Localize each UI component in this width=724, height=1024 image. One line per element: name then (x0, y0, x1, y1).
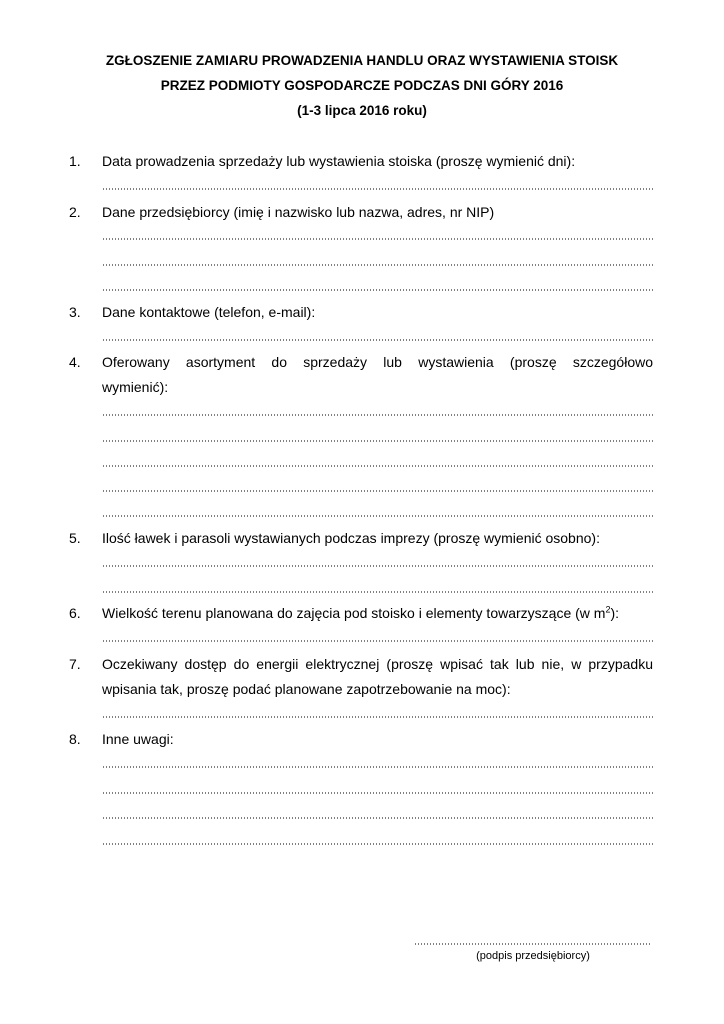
item-4-number: 4. (69, 354, 81, 370)
item-8-fill-line[interactable] (102, 766, 653, 768)
item-7-label-cont: wpisania tak, proszę podać planowane zapotrzebowanie na moc): (102, 681, 511, 697)
item-8-fill-line[interactable] (102, 817, 653, 819)
item-4-fill-line[interactable] (102, 414, 653, 416)
item-6-number: 6. (69, 605, 81, 621)
form-title (0, 48, 724, 123)
item-5-fill-line[interactable] (102, 591, 653, 593)
item-3-fill-line[interactable] (102, 339, 653, 341)
title-line-1: ZGŁOSZENIE ZAMIARU PROWADZENIA HANDLU ORAZ WYSTAWIENIA STOISK (105, 53, 619, 68)
item-1-number: 1. (69, 153, 81, 169)
item-7-label: Oczekiwany dostęp do energii elektrycznej (proszę wpisać tak lub nie, w przypadku (102, 656, 653, 672)
title-line-2: PRZEZ PODMIOTY GOSPODARCZE PODCZAS DNI GÓRY 2016 (160, 78, 564, 93)
item-4-fill-line[interactable] (102, 490, 653, 492)
item-8-fill-line[interactable] (102, 843, 653, 845)
item-4-fill-line[interactable] (102, 440, 653, 442)
item-2-fill-line[interactable] (102, 264, 653, 266)
item-5-number: 5. (69, 530, 81, 546)
item-5-fill-line[interactable] (102, 565, 653, 567)
item-3-label: Dane kontaktowe (telefon, e-mail): (102, 304, 316, 320)
item-2-number: 2. (69, 204, 81, 220)
item-8-label: Inne uwagi: (102, 731, 174, 747)
item-4-fill-line[interactable] (102, 465, 653, 467)
item-7-fill-line[interactable] (102, 716, 653, 718)
title-line-3: (1-3 lipca 2016 roku) (297, 103, 427, 118)
item-7-number: 7. (69, 656, 81, 672)
signature-line[interactable] (414, 943, 652, 945)
item-1-fill-line[interactable] (102, 188, 653, 190)
item-1-label: Data prowadzenia sprzedaży lub wystawienia stoiska (proszę wymienić dni): (102, 153, 576, 169)
item-8-number: 8. (69, 731, 81, 747)
item-6-label-end: ): (610, 605, 620, 621)
item-2-fill-line[interactable] (102, 238, 653, 240)
item-8-fill-line[interactable] (102, 792, 653, 794)
item-2-fill-line[interactable] (102, 289, 653, 291)
item-6-label (102, 603, 653, 623)
item-4-fill-line[interactable] (102, 515, 653, 517)
item-4-label: Oferowany asortyment do sprzedaży lub wystawienia (proszę szczegółowo (102, 354, 653, 370)
item-3-number: 3. (69, 304, 81, 320)
item-4-label-cont: wymienić): (102, 379, 169, 395)
item-5-label: Ilość ławek i parasoli wystawianych podczas imprezy (proszę wymienić osobno): (102, 530, 600, 546)
item-6-fill-line[interactable] (102, 640, 653, 642)
item-2-label: Dane przedsiębiorcy (imię i nazwisko lub nazwa, adres, nr NIP) (102, 204, 495, 220)
item-6-superscript: 2 (605, 604, 611, 615)
item-6-label-text: Wielkość terenu planowana do zajęcia pod stoisko i elementy towarzyszące (w m (102, 605, 606, 621)
signature-label: (podpis przedsiębiorcy) (476, 950, 590, 962)
